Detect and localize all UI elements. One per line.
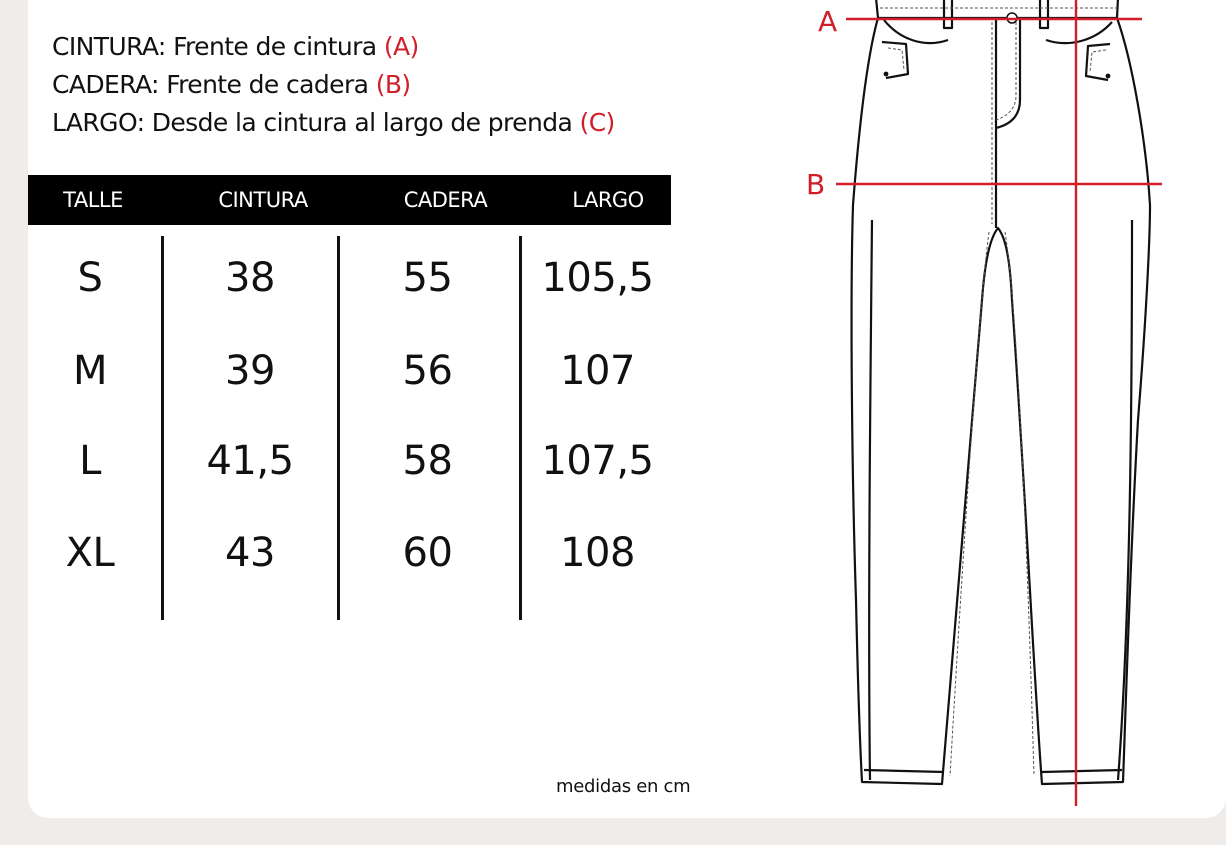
cell-size: XL [65, 530, 115, 576]
header-size: TALLE [63, 188, 123, 212]
label-a: A [818, 5, 838, 38]
header-waist: CINTURA [218, 188, 308, 212]
measurement-lines [836, 0, 1162, 806]
legend-length: LARGO: Desde la cintura al largo de prenda (C) [52, 108, 615, 137]
cell-length: 105,5 [541, 255, 654, 301]
cell-hip: 56 [402, 348, 453, 394]
legend-hip: CADERA: Frente de cadera (B) [52, 70, 411, 99]
cell-hip: 58 [402, 438, 453, 484]
cell-size: L [79, 438, 101, 484]
rivet-icon [884, 72, 889, 77]
rivet-icon [1106, 74, 1111, 79]
label-b: B [806, 168, 826, 201]
stitching [880, 8, 1116, 776]
cell-hip: 60 [402, 530, 453, 576]
cell-size: M [72, 348, 107, 394]
cell-size: S [77, 255, 103, 301]
cell-length: 107,5 [541, 438, 654, 484]
cell-waist: 41,5 [206, 438, 294, 484]
header-length: LARGO [572, 188, 644, 212]
cell-waist: 39 [225, 348, 275, 394]
cell-waist: 38 [225, 255, 275, 301]
legend-waist-letter: (A) [383, 32, 419, 61]
cell-length: 107 [560, 348, 635, 394]
unit-note: medidas en cm [556, 776, 691, 797]
legend-length-letter: (C) [579, 108, 615, 137]
legend-hip-letter: (B) [375, 70, 411, 99]
header-hip: CADERA [403, 188, 488, 212]
cell-hip: 55 [402, 255, 453, 301]
legend-waist: CINTURA: Frente de cintura (A) [52, 32, 419, 61]
cell-waist: 43 [225, 530, 275, 576]
cell-length: 108 [560, 530, 635, 576]
